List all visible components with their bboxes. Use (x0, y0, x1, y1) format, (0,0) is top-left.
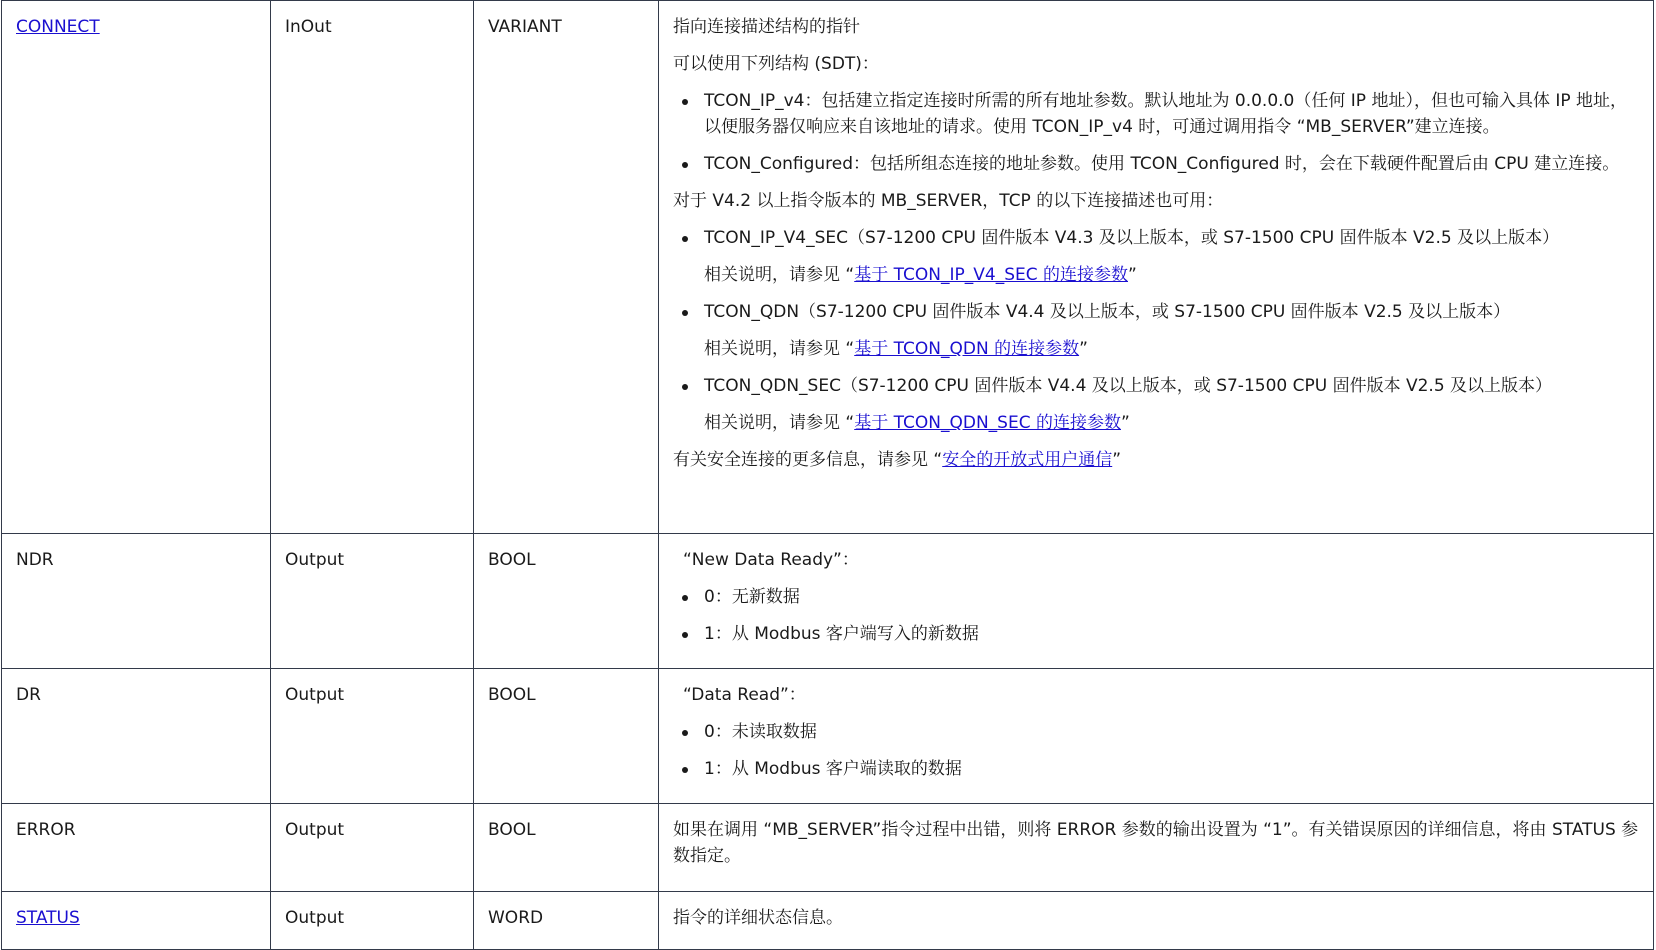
list-item: 0：未读取数据 (673, 719, 1639, 745)
reference-prefix: 相关说明，请参见 “ (704, 265, 855, 285)
secure-structure-list (673, 225, 1639, 436)
description-text: 指令的详细状态信息。 (673, 908, 843, 928)
list-item (673, 373, 1639, 436)
reference-prefix: 相关说明，请参见 “ (704, 413, 855, 433)
connect-link[interactable]: CONNECT (16, 17, 100, 37)
reference-prefix: 相关说明，请参见 “ (704, 339, 855, 359)
description-text: 如果在调用 “MB_SERVER”指令过程中出错，则将 ERROR 参数的输出设置为 “1”。有关错误原因的详细信息，将由 STATUS 参数指定。 (673, 820, 1639, 866)
param-description (659, 534, 1654, 669)
param-type: BOOL (474, 669, 659, 804)
list-item: TCON_Configured：包括所组态连接的地址参数。使用 TCON_Configured 时，会在下载硬件配置后由 CPU 建立连接。 (673, 151, 1639, 177)
reference-suffix: ” (1120, 413, 1130, 433)
security-reference (673, 447, 1639, 473)
param-name-cell (2, 892, 271, 950)
list-item (673, 299, 1639, 362)
value-list (673, 719, 1639, 782)
secure-ouc-link[interactable]: 安全的开放式用户通信 (942, 450, 1113, 470)
param-description (659, 1, 1654, 534)
list-item (673, 225, 1639, 288)
param-description (659, 892, 1654, 950)
param-type: BOOL (474, 804, 659, 892)
description-text: “New Data Ready”： (683, 550, 859, 570)
reference-line (704, 262, 1639, 288)
list-item-text: TCON_IP_V4_SEC（S7-1200 CPU 固件版本 V4.3 及以上版本，或 S7-1500 CPU 固件版本 V2.5 及以上版本） (704, 228, 1560, 248)
value-list (673, 584, 1639, 647)
param-section: InOut (271, 1, 474, 534)
table-row-ndr (2, 534, 1654, 669)
description-text: 指向连接描述结构的指针 (673, 17, 860, 37)
tcon-ip-v4-sec-link[interactable]: 基于 TCON_IP_V4_SEC 的连接参数 (854, 265, 1128, 285)
list-item: TCON_IP_v4：包括建立指定连接时所需的所有地址参数。默认地址为 0.0.0.0（任何 IP 地址），但也可输入具体 IP 地址，以便服务器仅响应来自该地址的请求。使用 TCON_IP_v4 时，可通过调用指令 “MB_SERVER”建立连接。 (673, 88, 1639, 140)
param-type: VARIANT (474, 1, 659, 534)
param-description (659, 804, 1654, 892)
list-item: 1：从 Modbus 客户端读取的数据 (673, 756, 1639, 782)
list-item: 1：从 Modbus 客户端写入的新数据 (673, 621, 1639, 647)
param-section: Output (271, 892, 474, 950)
reference-suffix: ” (1128, 265, 1137, 285)
param-name: ERROR (2, 804, 271, 892)
param-name: DR (2, 669, 271, 804)
reference-prefix: 有关安全连接的更多信息，请参见 “ (673, 450, 943, 470)
reference-suffix: ” (1112, 450, 1122, 470)
param-type: BOOL (474, 534, 659, 669)
tcon-qdn-link[interactable]: 基于 TCON_QDN 的连接参数 (854, 339, 1080, 359)
param-name: NDR (2, 534, 271, 669)
description-text: “Data Read”： (683, 685, 806, 705)
parameter-table (1, 0, 1654, 950)
param-type: WORD (474, 892, 659, 950)
list-item-text: TCON_QDN_SEC（S7-1200 CPU 固件版本 V4.4 及以上版本，或 S7-1500 CPU 固件版本 V2.5 及以上版本） (704, 376, 1553, 396)
reference-line (704, 336, 1639, 362)
list-item: 0：无新数据 (673, 584, 1639, 610)
table-row-dr (2, 669, 1654, 804)
param-section: Output (271, 804, 474, 892)
list-item-text: TCON_QDN（S7-1200 CPU 固件版本 V4.4 及以上版本，或 S7-1500 CPU 固件版本 V2.5 及以上版本） (704, 302, 1511, 322)
description-text: 对于 V4.2 以上指令版本的 MB_SERVER，TCP 的以下连接描述也可用： (673, 191, 1224, 211)
reference-suffix: ” (1079, 339, 1088, 359)
description-text: 可以使用下列结构 (SDT)： (673, 54, 879, 74)
param-name-cell (2, 1, 271, 534)
structure-list (673, 88, 1639, 177)
reference-line (704, 410, 1639, 436)
tcon-qdn-sec-link[interactable]: 基于 TCON_QDN_SEC 的连接参数 (854, 413, 1121, 433)
table-row-error (2, 804, 1654, 892)
table-row-connect (2, 1, 1654, 534)
param-section: Output (271, 534, 474, 669)
table-row-status (2, 892, 1654, 950)
status-link[interactable]: STATUS (16, 908, 80, 928)
param-section: Output (271, 669, 474, 804)
param-description (659, 669, 1654, 804)
